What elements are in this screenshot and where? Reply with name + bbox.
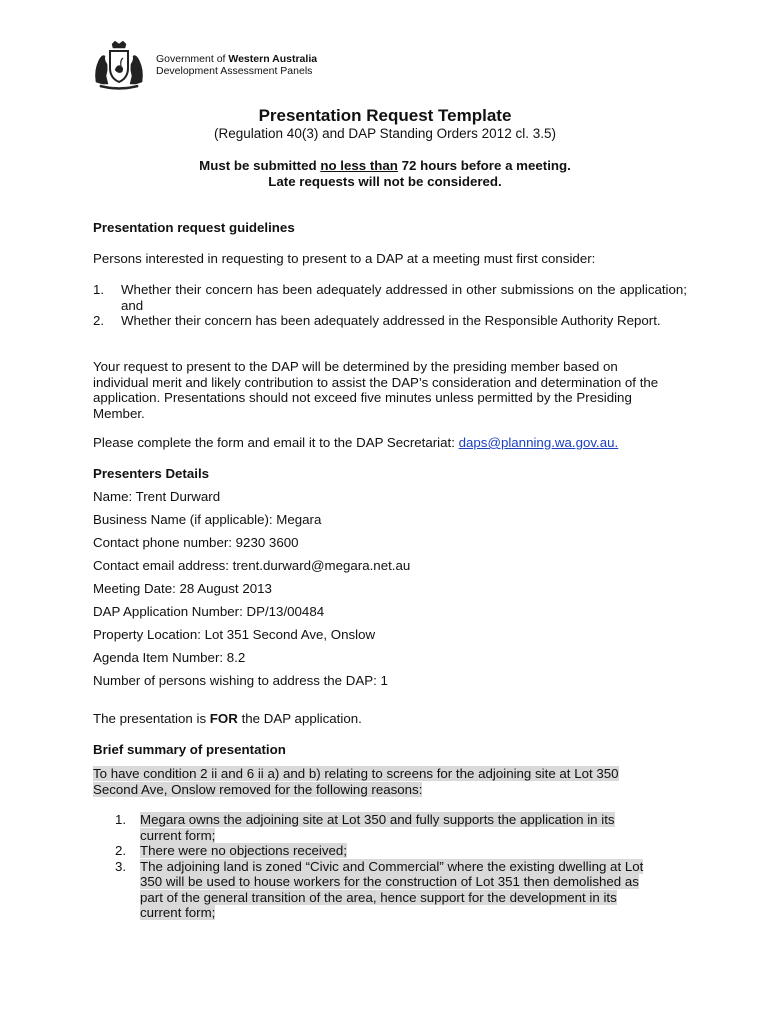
submission-warning [0,158,770,190]
summary-reasons-list [93,812,687,921]
meeting-date: Meeting Date: 28 August 2013 [93,581,272,596]
reason-line: 350 will be used to house workers for the construction of Lot 351 then demolished as [140,874,639,889]
email-pre: Please complete the form and email it to the DAP Secretariat: [93,435,459,450]
presenter-name: Name: Trent Durward [93,489,221,504]
dap-application-number: DAP Application Number: DP/13/00484 [93,604,325,619]
contact-phone: Contact phone number: 9230 3600 [93,535,299,550]
presentation-stance [93,711,687,727]
summary-intro-line2: Second Ave, Onslow removed for the following reasons: [93,781,423,797]
property-location: Property Location: Lot 351 Second Ave, Onslow [93,627,376,642]
reason-line: part of the general transition of the area, hence support for the development in its [140,889,617,905]
document-subtitle: (Regulation 40(3) and DAP Standing Orders 2012 cl. 3.5) [214,126,556,141]
warning-underlined: no less than [320,158,398,173]
summary-intro-line1: To have condition 2 ii and 6 ii a) and b) relating to screens for the adjoining site at Lot 350 [93,766,619,781]
presenters-heading: Presenters Details [93,466,210,481]
gov-state: Western Australia [228,52,318,65]
email-instruction [93,435,687,451]
business-name: Business Name (if applicable): Megara [93,512,322,527]
guideline-num: 2. [93,313,105,328]
reason-line: current form; [140,827,216,843]
guidelines-list [93,282,687,329]
persons-addressing: Number of persons wishing to address the DAP: 1 [93,673,388,688]
reason-num: 3. [115,858,127,874]
guideline-item [93,282,687,313]
contact-email: Contact email address: trent.durward@megara.net.au [93,558,411,573]
panel-name: Development Assessment Panels [156,65,313,77]
wa-coat-of-arms-logo [90,40,148,90]
reason-num: 2. [115,843,127,858]
reason-line: There were no objections received; [140,843,347,858]
guideline-text: Whether their concern has been adequately addressed in other submissions on the application; and [121,282,687,313]
guidelines-heading: Presentation request guidelines [93,220,295,235]
summary-intro [93,766,687,797]
reason-line: The adjoining land is zoned “Civic and Commercial” where the existing dwelling at Lot [140,858,644,874]
guideline-num: 1. [93,282,105,297]
reason-item [93,859,687,921]
reason-num: 1. [115,812,127,827]
warning-line2: Late requests will not be considered. [268,174,502,189]
government-title [156,53,317,78]
warning-pre: Must be submitted [199,158,321,173]
stance-value: FOR [209,711,238,726]
reason-line: Megara owns the adjoining site at Lot 350 and fully supports the application in its [140,812,615,827]
guideline-item [93,313,687,329]
warning-post: 72 hours before a meeting. [397,158,571,173]
reason-item [93,843,687,859]
gov-prefix: Government of [156,52,229,65]
guidelines-intro: Persons interested in requesting to present to a DAP at a meeting must first consider: [93,251,596,266]
reason-item [93,812,687,843]
document-title: Presentation Request Template [258,106,512,125]
summary-heading: Brief summary of presentation [93,742,286,757]
dap-secretariat-email-link[interactable]: daps@planning.wa.gov.au. [458,435,619,450]
stance-pre: The presentation is [93,711,210,726]
stance-post: the DAP application. [237,711,362,726]
guideline-text: Whether their concern has been adequately addressed in the Responsible Authority Report. [121,313,661,328]
determination-paragraph: Your request to present to the DAP will be determined by the presiding member based on individual merit and likely contribution to assist the DAP’s consideration and determination of the application. Presentations should not exceed five minutes unless permitted by the Presiding Member. [93,359,659,421]
agenda-item-number: Agenda Item Number: 8.2 [93,650,246,665]
reason-line: current form; [140,905,216,920]
letterhead [90,40,317,90]
